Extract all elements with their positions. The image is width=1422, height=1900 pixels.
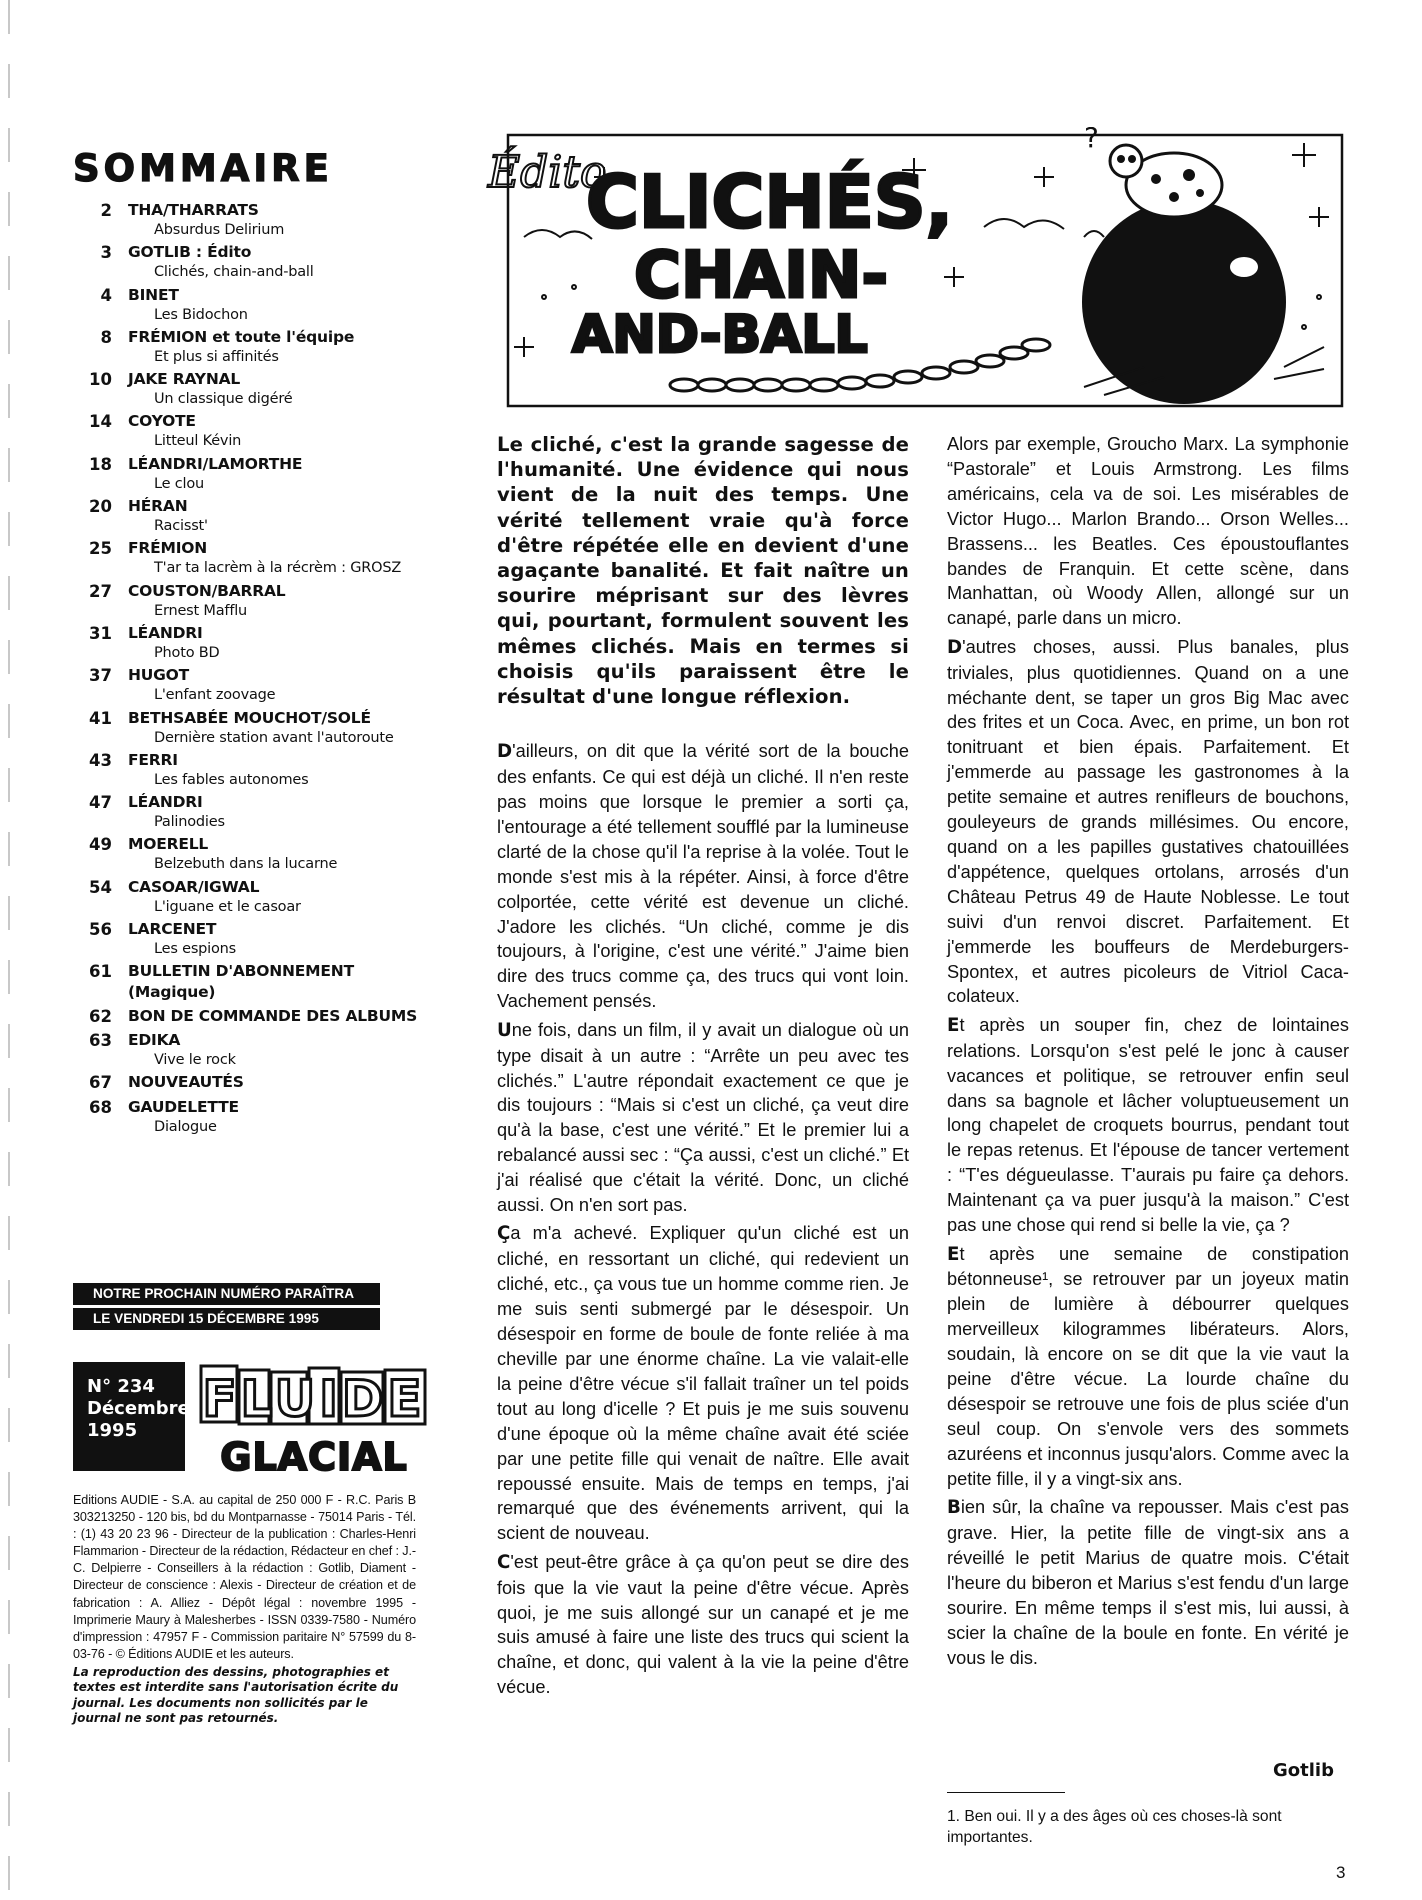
toc-list bbox=[73, 200, 423, 1137]
toc-page-number: 63 bbox=[89, 1030, 112, 1050]
toc-page-number: 54 bbox=[89, 877, 112, 897]
toc-author: JAKE RAYNAL bbox=[128, 370, 241, 389]
toc-author: MOERELL bbox=[128, 835, 209, 854]
toc-entry bbox=[73, 200, 423, 240]
toc-author: THA/THARRATS bbox=[128, 201, 259, 219]
toc-entry-body bbox=[128, 285, 423, 325]
toc-entry bbox=[73, 411, 423, 451]
paragraph-text: ne fois, dans un film, il y avait un dialogue où un type disait à un autre : “Arrête un peu avec tes clichés.” L'autre répondait exactement ce que je dis toujours : “Mais si c'est un cliché, ça veut dire qu'à la base, c'est une vérité.” Et le premier lui a rebalancé aussi sec : “Ça aussi, c'est un cliché.” Et j'ai réalisé que c'était la vérité. Donc, un cliché aussi. On n'en sort pas. bbox=[497, 1019, 909, 1216]
toc-entry-body bbox=[128, 242, 423, 282]
drop-initial: C bbox=[497, 1551, 511, 1573]
toc-entry-body bbox=[128, 919, 423, 959]
toc-work-title: Belzebuth dans la lucarne bbox=[154, 856, 338, 873]
question-mark-icon: ? bbox=[1084, 127, 1099, 154]
sommaire-title: SOMMAIRE bbox=[73, 147, 333, 190]
imprint: Editions AUDIE - S.A. au capital de 250 000 F - R.C. Paris B 303213250 - 120 bis, bd du Montparnasse - 75014 Paris - Tél. : (1) 43 20 23 96 - Directeur de la publication : Charles-Henri Flammarion - Directeur de la rédaction, Rédacteur en chef : J.-C. Delpierre - Conseillers à la rédaction : Gotlib, Diament - Directeur de conscience : Alexis - Directeur de création et de fabrication : A. Alliez - Dépôt légal : novembre 1995 - Imprimerie Maury à Malesherbes - ISSN 0339-7580 - Numéro d'impression : 47957 F - Commission paritaire N° 57599 du 8-03-76 - © Éditions AUDIE et les auteurs. bbox=[73, 1493, 416, 1661]
editorial-paragraph bbox=[497, 1550, 909, 1700]
toc-entry-body bbox=[128, 538, 423, 578]
next-issue-line: NOTRE PROCHAIN NUMÉRO PARAÎTRA bbox=[73, 1283, 380, 1305]
toc-work-title: Vive le rock bbox=[154, 1051, 236, 1068]
toc-entry bbox=[73, 369, 423, 409]
editorial-paragraph bbox=[497, 1221, 909, 1546]
toc-author: FRÉMION et toute l'équipe bbox=[128, 327, 355, 346]
toc-author: EDIKA bbox=[128, 1030, 181, 1049]
toc-page-number: 67 bbox=[89, 1073, 112, 1093]
signature: Gotlib bbox=[1273, 1760, 1334, 1781]
toc-author: FRÉMION bbox=[128, 539, 208, 558]
paragraph-text: 'est peut-être grâce à ça qu'on peut se dire des fois que la vie vaut la peine d'être vécue. Après quoi, je me suis allongé sur un canapé et je me suis amusé à faire une liste des trucs qui scient la chaîne, et donc, qui valent à la vie la peine d'être vécue. bbox=[497, 1551, 909, 1698]
toc-entry-body bbox=[128, 708, 423, 748]
toc-entry bbox=[73, 496, 423, 536]
editorial-paragraph bbox=[947, 1495, 1349, 1670]
banner-title-line2: CHAIN- bbox=[634, 239, 888, 313]
editorial-column-1 bbox=[497, 432, 909, 1704]
editorial-paragraph bbox=[497, 1018, 909, 1218]
toc-entry bbox=[73, 1072, 423, 1094]
toc-entry bbox=[73, 327, 423, 367]
toc-entry bbox=[73, 454, 423, 494]
issue-year: 1995 bbox=[87, 1420, 138, 1441]
toc-page-number: 2 bbox=[100, 201, 112, 220]
toc-entry-body bbox=[128, 792, 423, 832]
toc-author: COYOTE bbox=[128, 412, 196, 431]
reproduction-notice: La reproduction des dessins, photographies et textes est interdite sans l'autorisation écrite du journal. Les documents non sollicités par le journal ne sont pas retournés. bbox=[73, 1665, 399, 1726]
toc-work-title: Ernest Mafflu bbox=[154, 602, 248, 619]
toc-author: CASOAR/IGWAL bbox=[128, 877, 260, 896]
paragraph-text: Alors par exemple, Groucho Marx. La symphonie “Pastorale” et Louis Armstrong. Les films américains, cela va de soi. Les misérables de Victor Hugo... Marlon Brando... Orson Welles... Brassens... les Beatles. Ces époustouflantes bandes de Franquin. Et cette scène, dans Manhattan, où Woody Allen, allongé sur un canapé, parle dans un micro. bbox=[947, 434, 1349, 629]
toc-page-number: 47 bbox=[89, 793, 112, 813]
drop-initial: E bbox=[947, 1243, 960, 1265]
toc-author: FERRI bbox=[128, 750, 178, 769]
column-1-paragraphs bbox=[497, 739, 909, 1700]
next-issue-notice bbox=[73, 1283, 380, 1333]
toc-entry-body bbox=[128, 750, 423, 790]
drop-initial: E bbox=[947, 1014, 960, 1036]
toc-entry bbox=[73, 1097, 423, 1137]
toc-work-title: Les fables autonomes bbox=[154, 771, 309, 788]
toc-entry-body bbox=[128, 665, 423, 705]
toc-page-number: 10 bbox=[89, 370, 112, 390]
paragraph-text: ien sûr, la chaîne va repousser. Mais c'est pas grave. Hier, la petite fille de vingt-six ans a réveillé le petit Marius de quatre mois. C'était l'heure du biberon et Marius s'est fendu d'un large sourire. En même temps il s'est mis, lui aussi, à scier la chaîne de la boule en fonte. En vérité je vous le dis. bbox=[947, 1497, 1349, 1668]
toc-entry bbox=[73, 242, 423, 282]
toc-entry bbox=[73, 538, 423, 578]
toc-page-number: 43 bbox=[89, 750, 112, 770]
issue-number: N° 234 bbox=[87, 1376, 155, 1397]
editorial-paragraph bbox=[497, 739, 909, 1014]
editorial-paragraph bbox=[947, 1242, 1349, 1492]
toc-entry-body bbox=[128, 1072, 423, 1094]
toc-work-title: Dialogue bbox=[154, 1118, 217, 1135]
toc-entry bbox=[73, 1030, 423, 1070]
paragraph-text: a m'a achevé. Expliquer qu'un cliché est un cliché, en ressortant un cliché, qui redevient un cliché, etc., ça vous tue un homme comme rien. Je me suis senti submergé par le désespoir. Un désespoir en forme de boule de fonte reliée à ma cheville par une énorme chaîne. La vie valait-elle la peine d'être vécue s'il fallait traîner un tel poids tout au long d'icelle ? Et puis je me suis souvenu d'une époque où la même chaîne avait été sciée par une petite fille qui venait de naître. Elle avait repoussé ensuite. Mais de temps en temps, j'ai remarqué que des événements arrivent, qui la scient de nouveau. bbox=[497, 1223, 909, 1544]
table-of-contents bbox=[73, 148, 423, 1139]
toc-work-title: Clichés, chain-and-ball bbox=[154, 264, 314, 281]
toc-page-number: 25 bbox=[89, 539, 112, 559]
toc-author: BON DE COMMANDE DES ALBUMS bbox=[128, 1006, 418, 1025]
toc-author: LÉANDRI bbox=[128, 623, 203, 642]
toc-page-number: 62 bbox=[89, 1006, 112, 1026]
toc-entry bbox=[73, 581, 423, 621]
ball-icon bbox=[1082, 200, 1286, 404]
toc-work-title: Palinodies bbox=[154, 814, 225, 831]
page-number: 3 bbox=[1336, 1863, 1346, 1882]
toc-entry bbox=[73, 877, 423, 917]
banner-title-line3: AND-BALL bbox=[572, 305, 868, 365]
toc-entry bbox=[73, 792, 423, 832]
toc-entry-body bbox=[128, 200, 423, 240]
toc-work-title: Le clou bbox=[154, 475, 205, 492]
editorial-lede: Le cliché, c'est la grande sagesse de l'humanité. Une évidence qui nous vient de la nuit des temps. Une vérité tellement vraie qu'à force d'être répétée elle en devient d'une agaçante banalité. Et fait naître un sourire méprisant sur des lèvres qui, pourtant, formulent souvent les mêmes clichés. Mais en termes si choisis qu'ils paraissent être le résultat d'une longue réflexion. bbox=[497, 433, 909, 709]
toc-work-title: Absurdus Delirium bbox=[154, 222, 285, 238]
editorial-column-2 bbox=[947, 432, 1349, 1674]
editorial-paragraph bbox=[947, 1013, 1349, 1238]
toc-entry-body bbox=[128, 1006, 423, 1028]
toc-work-title: Photo BD bbox=[154, 644, 220, 661]
toc-work-title: L'enfant zoovage bbox=[154, 687, 276, 704]
toc-work-title: Les espions bbox=[154, 941, 237, 958]
toc-author: GOTLIB : Édito bbox=[128, 243, 252, 262]
scan-edge bbox=[8, 0, 10, 1900]
toc-page-number: 18 bbox=[89, 454, 112, 474]
column-2-paragraphs bbox=[947, 432, 1349, 1670]
logo-bottom-text: GLACIAL bbox=[220, 1435, 408, 1475]
toc-entry-body bbox=[128, 327, 423, 367]
edito-label: Édito bbox=[488, 147, 607, 198]
toc-work-title: T'ar ta lacrèm à la récrèm : GROSZ bbox=[154, 560, 402, 577]
toc-author: LARCENET bbox=[128, 920, 217, 939]
toc-author: LÉANDRI/LAMORTHE bbox=[128, 454, 303, 473]
drop-initial: U bbox=[497, 1019, 512, 1041]
paragraph-text: 'autres choses, aussi. Plus banales, plus triviales, plus quotidiennes. Quand on a une méchante dent, se taper un gros Big Mac avec des frites et un Coca. Avec, en prime, un bon rot tonitruant et bien épais. Parfaitement. Et j'emmerde au passage les gastronomes à la petite semaine et autres renifleurs de bouchons, gouleyeurs de grands millésimes. Ou encore, quand on a les papilles gustatives chatouillées d'appétence, quelques ortolans, arrosés d'un Château Petrus 49 de Haute Noblesse. Le tout suivi d'un renvoi discret. Parfaitement. Et j'emmerde les bouffeurs de Merdeburgers-Spontex, et autres picoleurs de Vitriol Caca-colateux. bbox=[947, 636, 1349, 1007]
toc-entry-body bbox=[128, 411, 423, 451]
toc-author: HÉRAN bbox=[128, 497, 188, 516]
toc-entry-body bbox=[128, 961, 423, 1003]
toc-entry bbox=[73, 961, 423, 1003]
editorial-paragraph bbox=[947, 432, 1349, 631]
logo-top-text: FLUIDE bbox=[202, 1370, 426, 1428]
toc-entry bbox=[73, 665, 423, 705]
toc-author: BULLETIN D'ABONNEMENT (Magique) bbox=[128, 962, 354, 1002]
paragraph-text: t après une semaine de constipation bétonneuse¹, se retrouver par un joyeux matin plein de lumière à débourrer quelques merveilleux kilogrammes libérateurs. Alors, soudain, là encore on se dit que la vie vaut la peine d'être vécue. La lourde chaîne du désespoir se retrouve une fois de plus sciée d'un seul coup. On s'envole vers des sommets azuréens et inconnus jusqu'alors. Comme avec la petite fille, il y a vingt-six ans. bbox=[947, 1243, 1349, 1489]
toc-work-title: Un classique digéré bbox=[154, 391, 293, 408]
toc-page-number: 14 bbox=[89, 412, 112, 432]
toc-author: LÉANDRI bbox=[128, 793, 203, 812]
toc-page-number: 8 bbox=[100, 327, 112, 347]
toc-work-title: Les Bidochon bbox=[154, 306, 248, 323]
toc-page-number: 56 bbox=[89, 920, 112, 940]
drop-initial: D bbox=[497, 741, 513, 763]
drop-initial: B bbox=[947, 1497, 961, 1519]
toc-author: GAUDELETTE bbox=[128, 1097, 239, 1116]
toc-author: BINET bbox=[128, 285, 179, 304]
toc-page-number: 4 bbox=[100, 285, 112, 305]
toc-page-number: 31 bbox=[89, 623, 112, 643]
toc-author: COUSTON/BARRAL bbox=[128, 581, 286, 600]
toc-page-number: 20 bbox=[89, 497, 112, 517]
toc-author: BETHSABÉE MOUCHOT/SOLÉ bbox=[128, 708, 371, 727]
drop-initial: D bbox=[947, 636, 963, 658]
toc-entry-body bbox=[128, 834, 423, 874]
toc-author: HUGOT bbox=[128, 666, 190, 685]
next-issue-date: LE VENDREDI 15 DÉCEMBRE 1995 bbox=[73, 1308, 380, 1330]
issue-number-box bbox=[73, 1362, 190, 1471]
editorial-paragraph bbox=[947, 635, 1349, 1010]
toc-page-number: 41 bbox=[89, 708, 112, 728]
paragraph-text: 'ailleurs, on dit que la vérité sort de la bouche des enfants. Ce qui est déjà un cliché. Il n'en reste pas moins que lorsque le premier a sorti ça, l'entourage a été tellement soufflé par la lumineuse clarté de la chose qu'il l'a reprise à la volée. Tout le monde s'est mis à la répéter. Ainsi, à force d'être colportée, cette vérité est devenue un cliché. J'adore les clichés. “Un cliché, comme je dis toujours, à l'origine, c'est une vérité.” J'aime bien dire des trucs comme ça, des trucs qui vont loin. Vachement pensés. bbox=[497, 741, 909, 1012]
drop-initial: Ç bbox=[497, 1223, 511, 1245]
toc-entry bbox=[73, 834, 423, 874]
toc-work-title: Racisst' bbox=[154, 518, 208, 535]
toc-page-number: 3 bbox=[100, 243, 112, 263]
toc-page-number: 27 bbox=[89, 581, 112, 601]
toc-entry-body bbox=[128, 496, 423, 536]
footnote: 1. Ben oui. Il y a des âges où ces choses-là sont importantes. bbox=[947, 1808, 1282, 1846]
banner-title-line1: CLICHÉS, bbox=[586, 160, 953, 244]
toc-entry-body bbox=[128, 1030, 423, 1070]
toc-entry bbox=[73, 750, 423, 790]
edito-banner bbox=[484, 127, 1346, 412]
toc-work-title: Litteul Kévin bbox=[154, 433, 242, 450]
toc-work-title: Dernière station avant l'autoroute bbox=[154, 729, 394, 746]
toc-author: NOUVEAUTÉS bbox=[128, 1073, 244, 1092]
toc-entry bbox=[73, 285, 423, 325]
toc-entry bbox=[73, 708, 423, 748]
toc-entry-body bbox=[128, 454, 423, 494]
paragraph-text: t après un souper fin, chez de lointaines relations. Lorsqu'on s'est pelé le jonc à causer vacances et politique, se retrouver enfin seul dans sa bagnole et lâcher voluptueusement un long chapelet de croquets bourrus, pendant tout le repas retenus. Et l'épouse de tancer vertement : “T'es dégueulasse. T'aurais pu faire ça dehors. Maintenant ça va puer jusqu'à la maison.” C'est pas une chose qui rend si belle la vie, ça ? bbox=[947, 1014, 1349, 1236]
toc-page-number: 37 bbox=[89, 666, 112, 686]
toc-entry-body bbox=[128, 369, 423, 409]
toc-entry-body bbox=[128, 623, 423, 663]
toc-work-title: L'iguane et le casoar bbox=[154, 898, 301, 915]
toc-entry-body bbox=[128, 581, 423, 621]
toc-entry bbox=[73, 1006, 423, 1028]
issue-month: Décembre bbox=[87, 1398, 190, 1419]
toc-work-title: Et plus si affinités bbox=[154, 348, 279, 365]
toc-page-number: 68 bbox=[89, 1097, 112, 1117]
toc-entry bbox=[73, 623, 423, 663]
toc-entry bbox=[73, 919, 423, 959]
toc-entry-body bbox=[128, 877, 423, 917]
toc-page-number: 49 bbox=[89, 835, 112, 855]
footnote-rule bbox=[947, 1792, 1065, 1793]
toc-entry-body bbox=[128, 1097, 423, 1137]
toc-page-number: 61 bbox=[89, 962, 112, 982]
fluide-glacial-logo bbox=[198, 1360, 430, 1475]
